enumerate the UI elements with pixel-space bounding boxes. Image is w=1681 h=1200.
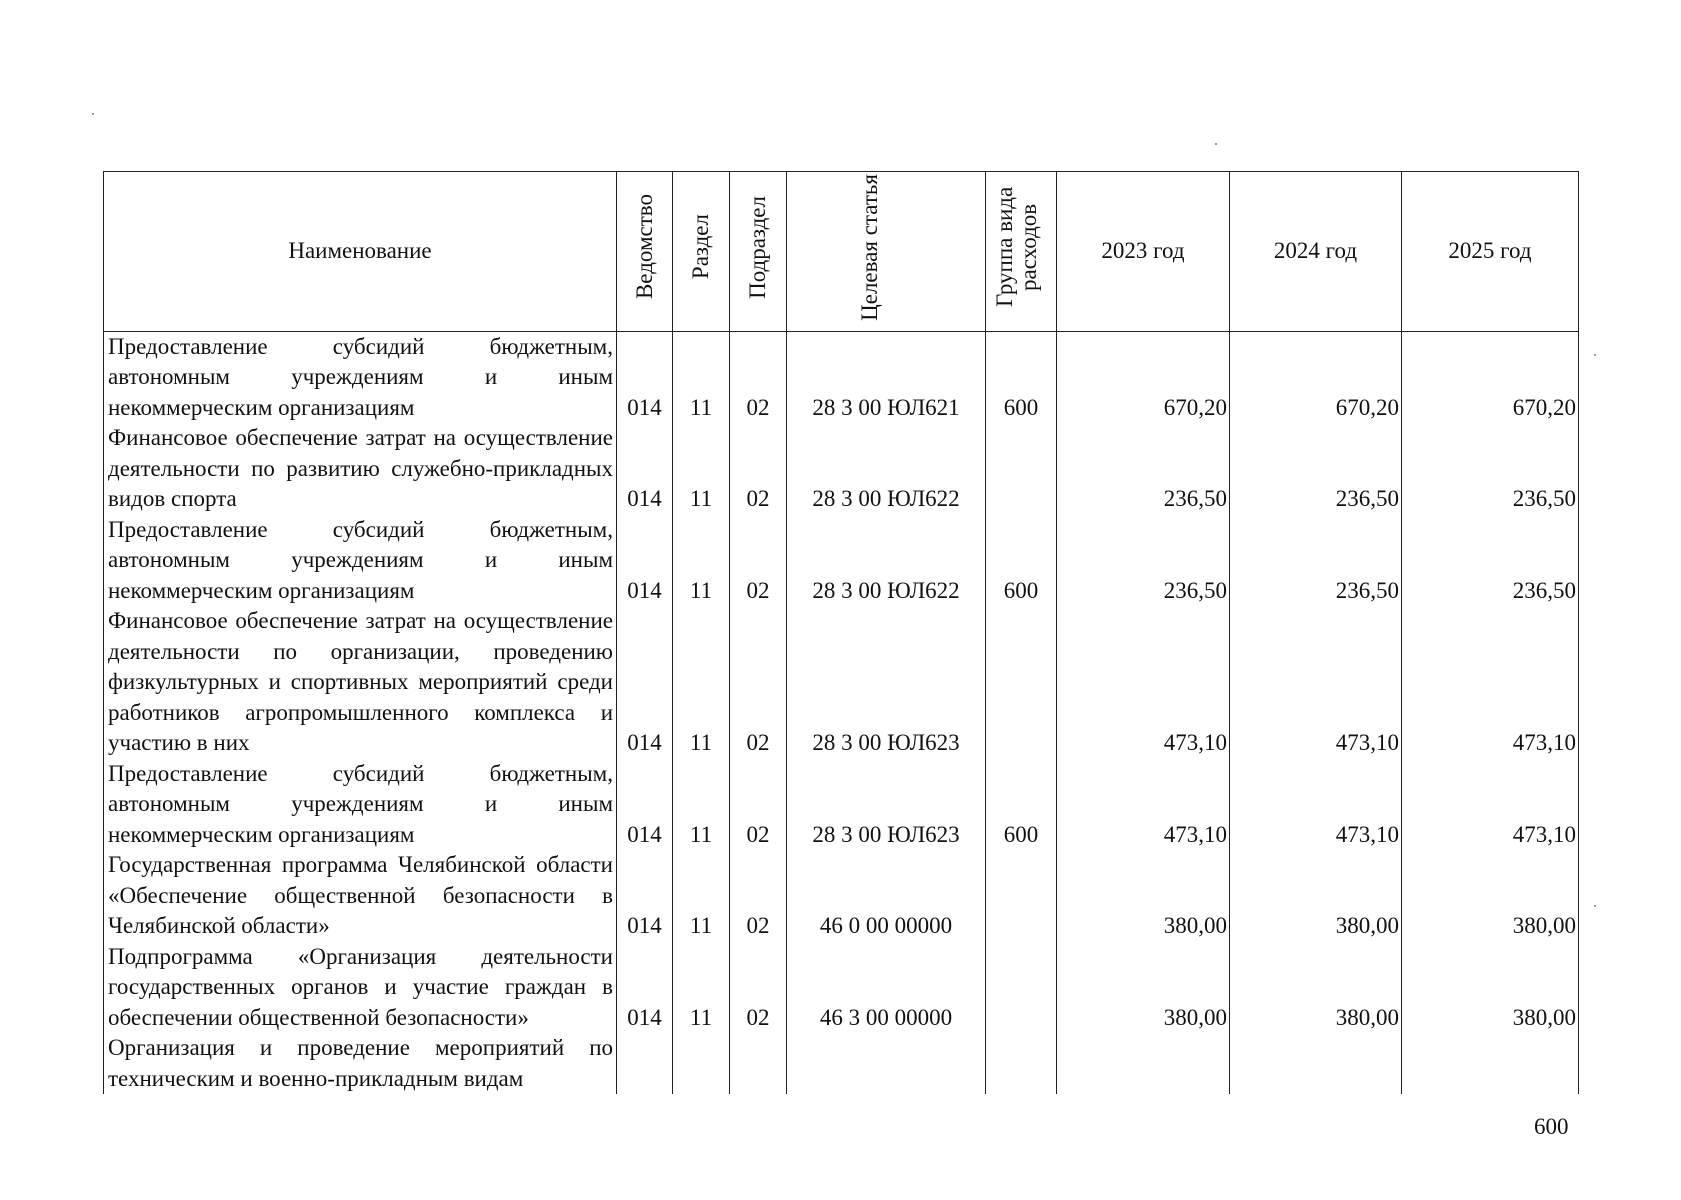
empty-cell bbox=[1230, 1033, 1402, 1094]
row-2023: 473,10 bbox=[1057, 759, 1230, 851]
row-2024: 670,20 bbox=[1230, 331, 1402, 423]
row-tselevaya-statya: 28 3 00 ЮЛ623 bbox=[787, 606, 986, 759]
row-2025: 380,00 bbox=[1402, 850, 1579, 942]
row-2025: 473,10 bbox=[1402, 606, 1579, 759]
row-name: Государственная программа Челябинской области «Обеспечение общественной безопасности в Челябинской области» bbox=[104, 850, 617, 942]
row-vedomstvo: 014 bbox=[617, 942, 673, 1034]
row-gruppa: 600 bbox=[986, 515, 1057, 607]
row-tselevaya-statya: 28 3 00 ЮЛ622 bbox=[787, 423, 986, 515]
row-2025: 236,50 bbox=[1402, 515, 1579, 607]
row-tselevaya-statya: 28 3 00 ЮЛ622 bbox=[787, 515, 986, 607]
row-2025: 473,10 bbox=[1402, 759, 1579, 851]
row-vedomstvo: 014 bbox=[617, 515, 673, 607]
row-2024: 380,00 bbox=[1230, 850, 1402, 942]
empty-cell bbox=[617, 1033, 673, 1094]
row-2025: 380,00 bbox=[1402, 942, 1579, 1034]
row-2024: 473,10 bbox=[1230, 759, 1402, 851]
table-row bbox=[104, 423, 1579, 515]
row-gruppa: 600 bbox=[986, 331, 1057, 423]
row-2024: 380,00 bbox=[1230, 942, 1402, 1034]
table-row bbox=[104, 331, 1579, 423]
row-podrazdel: 02 bbox=[730, 759, 787, 851]
empty-cell bbox=[986, 1033, 1057, 1094]
scan-speck bbox=[1594, 905, 1596, 907]
header-year-2025 bbox=[1402, 172, 1579, 332]
table-row bbox=[104, 850, 1579, 942]
header-razdel bbox=[673, 172, 730, 332]
row-name: Предоставление субсидий бюджетным, автономным учреждениям и иным некоммерческим организациям bbox=[104, 759, 617, 851]
row-podrazdel: 02 bbox=[730, 331, 787, 423]
empty-cell bbox=[730, 1033, 787, 1094]
row-vedomstvo: 014 bbox=[617, 423, 673, 515]
row-razdel: 11 bbox=[673, 515, 730, 607]
row-2023: 236,50 bbox=[1057, 423, 1230, 515]
row-podrazdel: 02 bbox=[730, 423, 787, 515]
table-row bbox=[104, 606, 1579, 759]
row-2023: 473,10 bbox=[1057, 606, 1230, 759]
scan-speck bbox=[1215, 143, 1217, 145]
row-podrazdel: 02 bbox=[730, 850, 787, 942]
header-tselevaya-statya bbox=[787, 172, 986, 332]
row-vedomstvo: 014 bbox=[617, 331, 673, 423]
header-year-2023-label: 2023 год bbox=[1101, 238, 1185, 263]
row-razdel: 11 bbox=[673, 606, 730, 759]
row-2023: 380,00 bbox=[1057, 942, 1230, 1034]
row-vedomstvo: 014 bbox=[617, 759, 673, 851]
header-podrazdel bbox=[730, 172, 787, 332]
row-podrazdel: 02 bbox=[730, 942, 787, 1034]
header-gruppa-label: Группа вида расходов bbox=[992, 186, 1041, 308]
row-name: Финансовое обеспечение затрат на осуществление деятельности по организации, проведению физкультурных и спортивных мероприятий среди работников агропромышленного комплекса и участию в них bbox=[104, 606, 617, 759]
header-tselevaya-statya-label: Целевая статья bbox=[857, 173, 882, 321]
header-year-2025-label: 2025 год bbox=[1448, 238, 1532, 263]
row-gruppa bbox=[986, 423, 1057, 515]
row-vedomstvo: 014 bbox=[617, 606, 673, 759]
empty-cell bbox=[673, 1033, 730, 1094]
header-vedomstvo-label: Ведомство bbox=[631, 194, 657, 300]
table-row bbox=[104, 759, 1579, 851]
row-name: Организация и проведение мероприятий по техническим и военно-прикладным видам bbox=[104, 1033, 617, 1094]
row-2023: 236,50 bbox=[1057, 515, 1230, 607]
header-razdel-label: Раздел bbox=[688, 214, 713, 280]
row-razdel: 11 bbox=[673, 423, 730, 515]
row-razdel: 11 bbox=[673, 759, 730, 851]
header-podrazdel-label: Подраздел bbox=[745, 195, 770, 299]
row-2024: 236,50 bbox=[1230, 423, 1402, 515]
scan-speck bbox=[92, 113, 94, 115]
page-number: 600 bbox=[1534, 1114, 1569, 1139]
row-podrazdel: 02 bbox=[730, 515, 787, 607]
row-tselevaya-statya: 28 3 00 ЮЛ623 bbox=[787, 759, 986, 851]
row-gruppa bbox=[986, 606, 1057, 759]
empty-cell bbox=[1057, 1033, 1230, 1094]
empty-cell bbox=[1402, 1033, 1579, 1094]
empty-cell bbox=[787, 1033, 986, 1094]
row-name: Предоставление субсидий бюджетным, автономным учреждениям и иным некоммерческим организациям bbox=[104, 331, 617, 423]
table-row bbox=[104, 942, 1579, 1034]
header-name-label: Наименование bbox=[288, 238, 432, 263]
row-2024: 236,50 bbox=[1230, 515, 1402, 607]
row-razdel: 11 bbox=[673, 331, 730, 423]
row-2023: 380,00 bbox=[1057, 850, 1230, 942]
row-tselevaya-statya: 28 3 00 ЮЛ621 bbox=[787, 331, 986, 423]
header-name bbox=[104, 172, 617, 332]
table-row bbox=[104, 515, 1579, 607]
table-row-continued bbox=[104, 1033, 1579, 1094]
row-2023: 670,20 bbox=[1057, 331, 1230, 423]
row-gruppa bbox=[986, 942, 1057, 1034]
header-year-2024-label: 2024 год bbox=[1273, 238, 1358, 263]
header-year-2024 bbox=[1230, 172, 1402, 332]
row-name: Предоставление субсидий бюджетным, автономным учреждениям и иным некоммерческим организациям bbox=[104, 515, 617, 607]
row-2024: 473,10 bbox=[1230, 606, 1402, 759]
row-gruppa: 600 bbox=[986, 759, 1057, 851]
row-razdel: 11 bbox=[673, 850, 730, 942]
header-gruppa-vida-rashodov bbox=[986, 172, 1057, 332]
header-year-2023 bbox=[1057, 172, 1230, 332]
row-name: Финансовое обеспечение затрат на осуществление деятельности по развитию служебно-прикладных видов спорта bbox=[104, 423, 617, 515]
row-podrazdel: 02 bbox=[730, 606, 787, 759]
table-header-row bbox=[104, 172, 1579, 332]
row-name: Подпрограмма «Организация деятельности государственных органов и участие граждан в обеспечении общественной безопасности» bbox=[104, 942, 617, 1034]
row-gruppa bbox=[986, 850, 1057, 942]
header-vedomstvo bbox=[617, 172, 673, 332]
row-vedomstvo: 014 bbox=[617, 850, 673, 942]
scan-speck bbox=[1594, 354, 1596, 356]
row-razdel: 11 bbox=[673, 942, 730, 1034]
row-2025: 670,20 bbox=[1402, 331, 1579, 423]
budget-table bbox=[103, 171, 1579, 1094]
row-2025: 236,50 bbox=[1402, 423, 1579, 515]
row-tselevaya-statya: 46 0 00 00000 bbox=[787, 850, 986, 942]
row-tselevaya-statya: 46 3 00 00000 bbox=[787, 942, 986, 1034]
